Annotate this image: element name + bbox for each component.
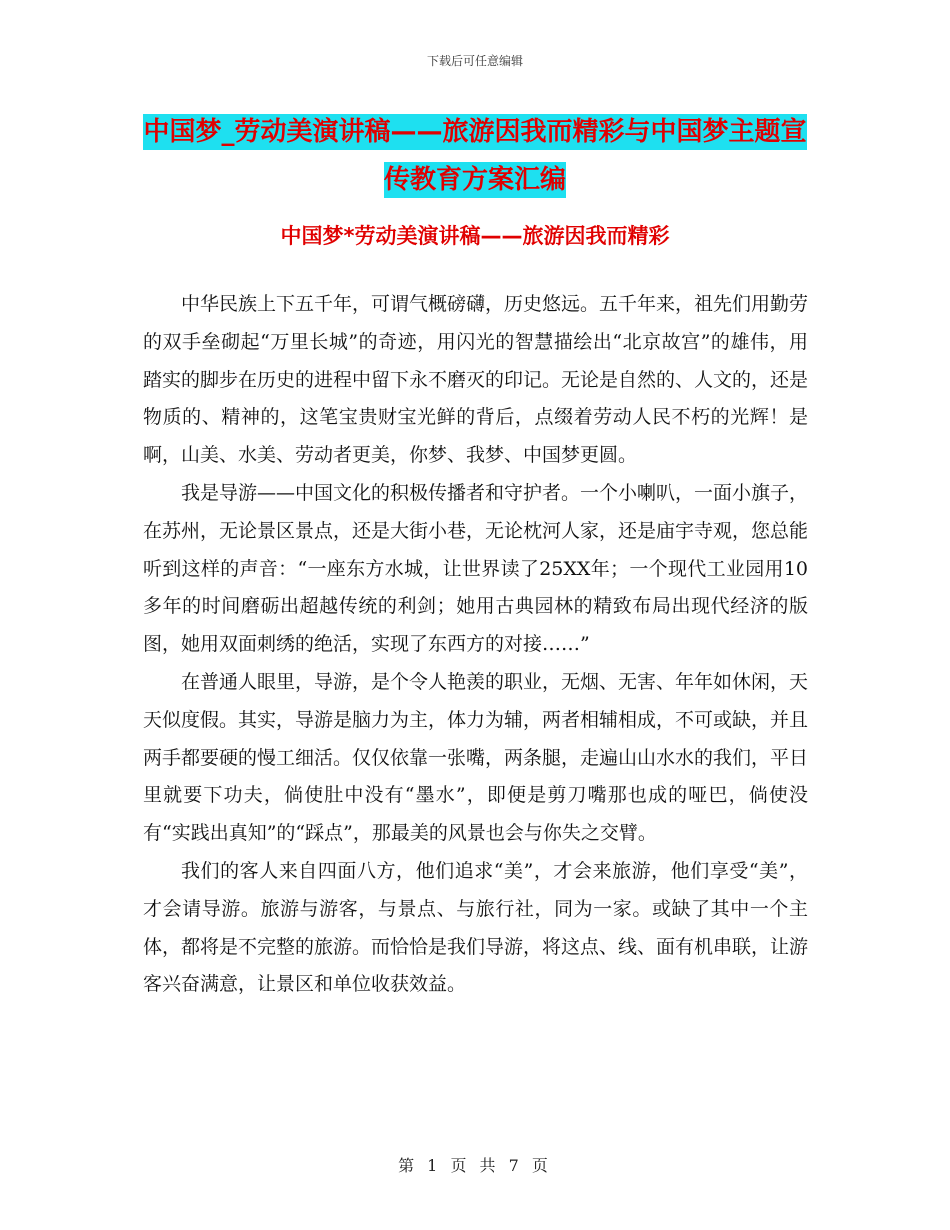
paragraph: 中华民族上下五千年，可谓气概磅礴，历史悠远。五千年来，祖先们用勤劳的双手垒砌起“万里长城”的奇迹，用闪光的智慧描绘出“北京故宫”的雄伟，用踏实的脚步在历史的进程中留下永不磨灭的印记。无论是自然的、人文的，还是物质的、精神的，这笔宝贵财宝光鲜的背后，点缀着劳动人民不朽的光辉！是啊，山美、水美、劳动者更美，你梦、我梦、中国梦更圆。 [143,293,809,467]
paragraph: 我是导游——中国文化的积极传播者和守护者。一个小喇叭，一面小旗子，在苏州，无论景区景点，还是大街小巷，无论枕河人家，还是庙宇寺观，您总能听到这样的声音：“一座东方水城，让世界读了25XX年；一个现代工业园用10多年的时间磨砺出超越传统的利剑；她用古典园林的精致布局出现代经济的版图，她用双面刺绣的绝活，实现了东西方的对接……” [143,481,809,656]
page-header-note: 下载后可任意编辑 [426,54,523,68]
document-body [143,286,808,1004]
page-number: 第 1 页 共 7 页 [398,1156,552,1175]
document-title-text: 中国梦_劳动美演讲稿——旅游因我而精彩与中国梦主题宣传教育方案汇编 [143,114,806,198]
paragraph: 我们的客人来自四面八方，他们追求“美”，才会来旅游，他们享受“美”，才会请导游。旅游与游客，与景点、与旅行社，同为一家。或缺了其中一个主体，都将是不完整的旅游。而恰恰是我们导游，将这点、线、面有机串联，让游客兴奋满意，让景区和单位收获效益。 [143,859,809,996]
document-title [140,108,810,204]
paragraph: 在普通人眼里，导游，是个令人艳羡的职业，无烟、无害、年年如休闲，天天似度假。其实，导游是脑力为主，体力为辅，两者相辅相成，不可或缺，并且两手都要硬的慢工细活。仅仅依靠一张嘴，两条腿，走遍山山水水的我们，平日里就要下功夫，倘使肚中没有“墨水”，即便是剪刀嘴那也成的哑巴，倘使没有“实践出真知”的“踩点”，那最美的风景也会与你失之交臂。 [143,670,809,845]
section-title: 中国梦*劳动美演讲稿——旅游因我而精彩 [280,224,670,248]
